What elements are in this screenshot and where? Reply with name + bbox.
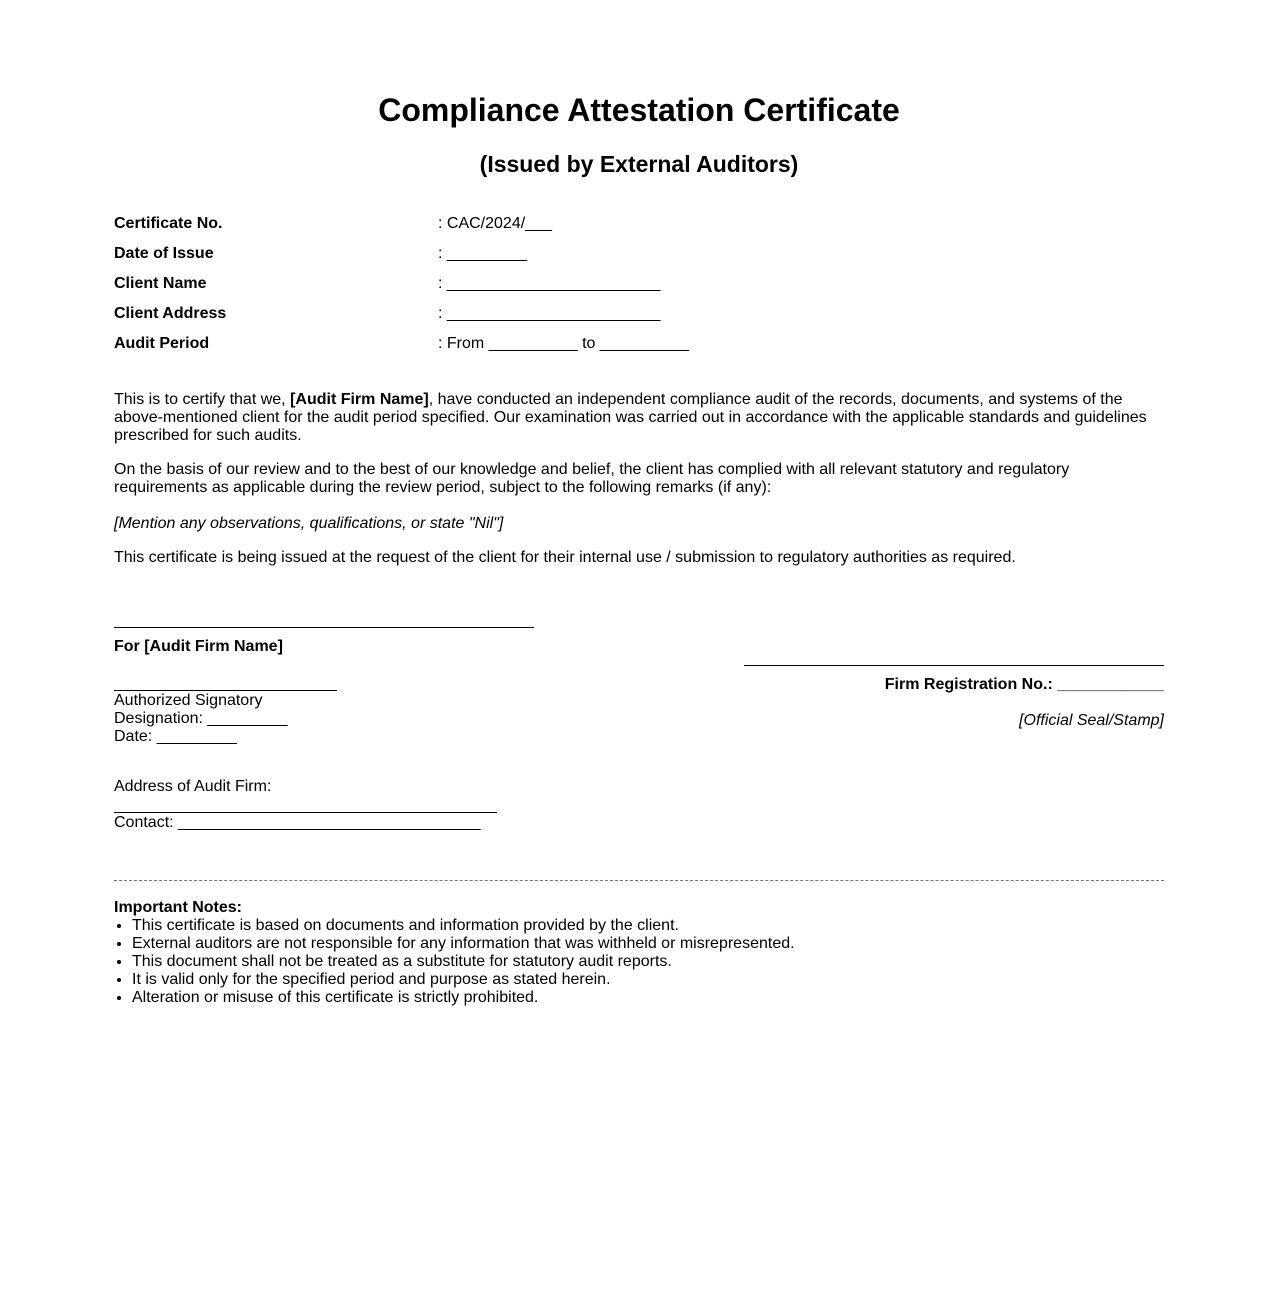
note-item: • Alteration or misuse of this certificate is strictly prohibited.	[132, 989, 1164, 1007]
client-name-row	[114, 272, 1164, 302]
certificate-subtitle: (Issued by External Auditors)	[479, 151, 799, 177]
client-name-label: Client Name	[114, 275, 207, 292]
certification-paragraph	[114, 391, 1164, 445]
signature-date-field: Date: _________	[114, 728, 237, 745]
note-item: • It is valid only for the specified period and purpose as stated herein.	[132, 971, 1164, 989]
client-name-value: : ________________________	[438, 275, 661, 292]
important-notes	[114, 899, 1164, 1007]
notes-heading: Important Notes:	[114, 899, 242, 916]
firm-signature-line	[114, 627, 534, 628]
registration-signature-line	[744, 665, 1164, 666]
certificate-number-label: Certificate No.	[114, 215, 223, 232]
authorized-signatory-label: Authorized Signatory	[114, 692, 263, 709]
certification-suffix: , have conducted an independent compliance audit of the records, documents, and systems of the above-mentioned client for the audit period specified. Our examination was carried out in accordance with the applicable standards and guidelines prescribed for such audits.	[114, 391, 1147, 444]
note-item: • External auditors are not responsible for any information that was withheld or misrepresented.	[132, 935, 1164, 953]
firm-contact-field: Contact: __________________________________	[114, 814, 481, 831]
firm-address-line	[114, 812, 497, 813]
certificate-title: Compliance Attestation Certificate	[378, 92, 900, 128]
client-address-label: Client Address	[114, 305, 227, 322]
for-firm-label: For [Audit Firm Name]	[114, 638, 283, 655]
date-of-issue-value: : _________	[438, 245, 527, 262]
purpose-paragraph: This certificate is being issued at the request of the client for their internal use / submission to regulatory authorities as required.	[114, 549, 1016, 566]
firm-address-label: Address of Audit Firm:	[114, 778, 272, 795]
certification-prefix: This is to certify that we,	[114, 391, 291, 408]
date-of-issue-label: Date of Issue	[114, 245, 214, 262]
client-address-value: : ________________________	[438, 305, 661, 322]
notes-list	[114, 917, 1164, 1007]
audit-period-row	[114, 332, 1164, 362]
signatory-signature-line	[114, 690, 337, 691]
designation-field: Designation: _________	[114, 710, 288, 727]
certificate-details	[114, 212, 1164, 362]
client-address-row	[114, 302, 1164, 332]
note-item: • This certificate is based on documents and information provided by the client.	[132, 917, 1164, 935]
firm-registration-field: Firm Registration No.: ____________	[884, 676, 1164, 693]
date-of-issue-row	[114, 242, 1164, 272]
certificate-number-row	[114, 212, 1164, 242]
note-item: • This document shall not be treated as a substitute for statutory audit reports.	[132, 953, 1164, 971]
audit-firm-name-placeholder: [Audit Firm Name]	[290, 391, 429, 408]
remarks-placeholder: [Mention any observations, qualifications, or state "Nil"]	[114, 515, 504, 532]
certificate-number-value: : CAC/2024/___	[438, 215, 552, 232]
notes-divider	[114, 880, 1164, 881]
compliance-paragraph: On the basis of our review and to the best of our knowledge and belief, the client has complied with all relevant statutory and regulatory requirements as applicable during the review period, subject to the following remarks (if any):	[114, 461, 1070, 496]
audit-period-label: Audit Period	[114, 335, 210, 352]
official-seal-placeholder: [Official Seal/Stamp]	[1019, 712, 1164, 729]
audit-period-value: : From __________ to __________	[438, 335, 689, 352]
